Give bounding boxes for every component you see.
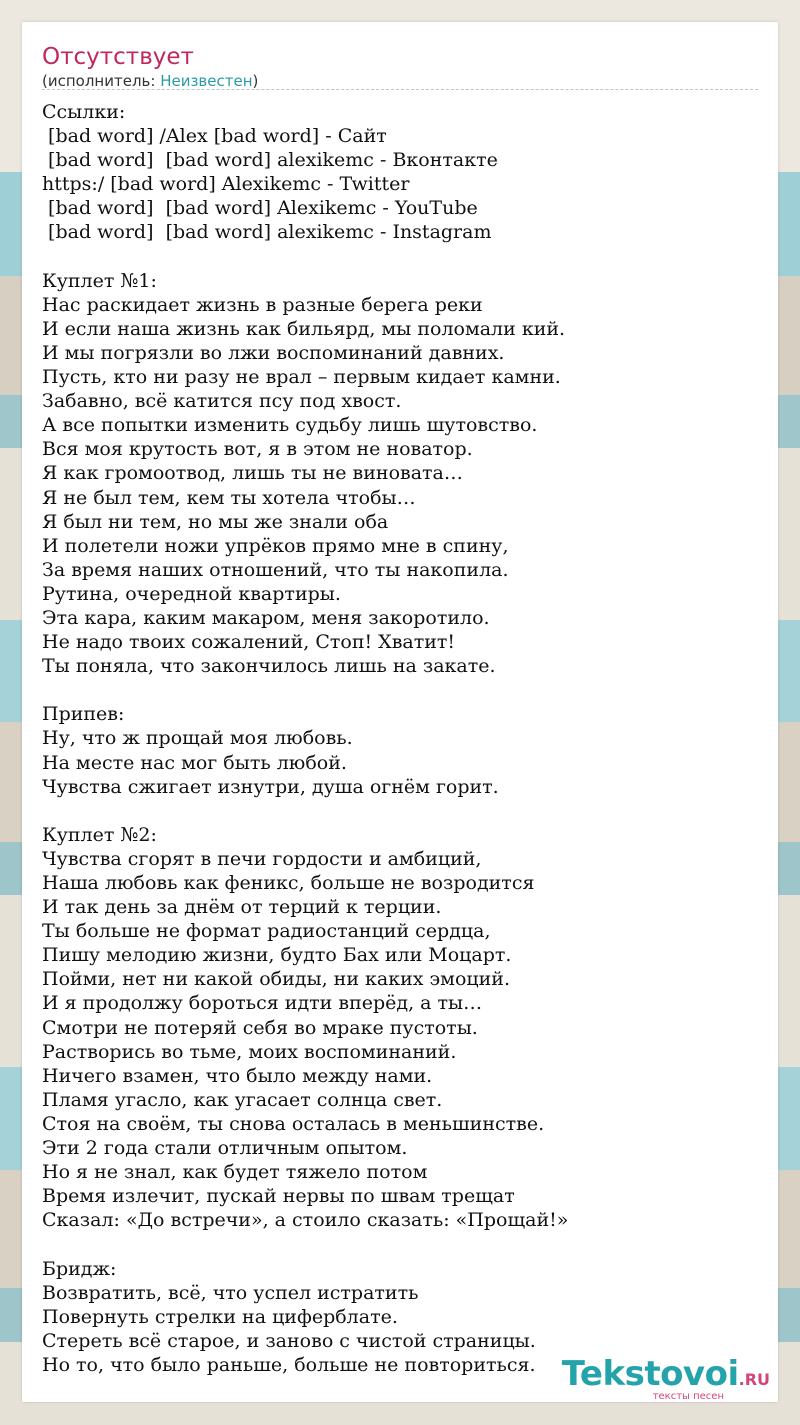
logo-name: Tekstovoi (561, 1354, 739, 1394)
logo-tld: .RU (738, 1370, 770, 1389)
artist-line (42, 72, 258, 90)
artist-link[interactable]: Неизвестен (160, 72, 253, 90)
header-divider (42, 89, 758, 90)
artist-prefix: (исполнитель: (42, 72, 161, 90)
logo-tagline: тексты песен (652, 1391, 724, 1402)
song-title: Отсутствует (42, 44, 194, 70)
artist-suffix: ) (252, 72, 259, 90)
site-logo[interactable] (561, 1354, 770, 1402)
lyrics-card (22, 22, 778, 1402)
lyrics-text: Ссылки: [bad word] /Alex [bad word] - Сайт [bad word] [bad word] alexikemc - Вконтакте https:/ [bad word] Alexikemc - Twitter [bad word] [bad word] Alexikemc - YouTube [bad word] [bad word] alexikemc - Instagram Куплет №1: Нас раскидает жизнь в разные берега реки И если наша жизнь как бильярд, мы поломали кий. И мы погрязли во лжи воспоминаний давних. Пусть, кто ни разу не врал – первым кидает камни. Забавно, всё катится псу под хвост. А все попытки изменить судьбу лишь шутовство. Вся моя крутость вот, я в этом не новатор. Я как громоотвод, лишь ты не виновата… Я не был тем, кем ты хотела чтобы… Я был ни тем, но мы же знали оба И полетели ножи упрёков прямо мне в спину, За время наших отношений, что ты накопила. Рутина, очередной квартиры. Эта кара, каким макаром, меня закоротило. Не надо твоих сожалений, Стоп! Хватит! Ты поняла, что закончилось лишь на закате. Припев: Ну, что ж прощай моя любовь. На месте нас мог быть любой. Чувства сжигает изнутри, душа огнём горит. Куплет №2: Чувства сгорят в печи гордости и амбиций, Наша любовь как феникс, больше не возродится И так день за днём от терций к терции. Ты больше не формат радиостанций сердца, Пишу мелодию жизни, будто Бах или Моцарт. Пойми, нет ни какой обиды, ни каких эмоций. И я продолжу бороться идти вперёд, а ты… Смотри не потеряй себя во мраке пустоты. Растворись во тьме, моих воспоминаний. Ничего взамен, что было между нами. Пламя угасло, как угасает солнца свет. Стоя на своём, ты снова осталась в меньшинстве. Эти 2 года стали отличным опытом. Но я не знал, как будет тяжело потом Время излечит, пускай нервы по швам трещат Сказал: «До встречи», а стоило сказать: «Прощай!» Бридж: Возвратить, всё, что успел истратить Повернуть стрелки на циферблате. Стереть всё старое, и заново с чистой страницы. Но то, что было раньше, больше не повториться. (42, 101, 569, 1376)
